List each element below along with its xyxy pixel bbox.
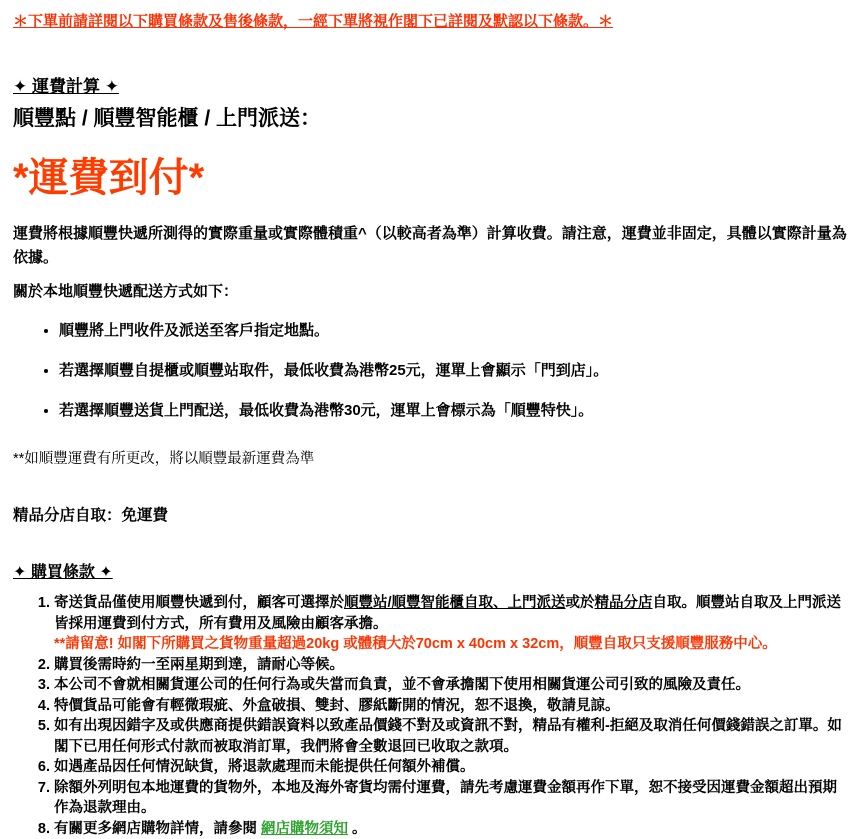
purchase-terms-list [13,593,847,839]
pre-order-notice: ＊下單前請詳閱以下購買條款及售後條款，一經下單將視作閣下已詳閱及默認以下條款。＊ [13,12,847,32]
terms-item1-underlined-options: 順豐站/順豐智能櫃自取、上門派送 [344,595,566,611]
terms-item1-underlined-store: 精品分店 [595,595,653,611]
delivery-bullet-door-pickup: • 順豐將上門收件及派送至客戶指定地點。 [59,319,847,342]
freight-collect-title: *運費到付* [13,154,847,202]
terms-item-freight-refund-policy: 7. 除額外列明包本地運費的貨物外，本地及海外寄貨均需付運費，請先考慮運費金額再作下單，恕不接受因運費金額超出預期作為退款理由。 [54,778,847,819]
shipping-calc-heading: ✦ 運費計算 ✦ [13,76,847,98]
terms-item-shipping-options [54,593,847,655]
terms-item1-pre: 寄送貨品僅使用順豐快遞到付，顧客可選擇於 [54,595,344,611]
shop-guide-link[interactable]: 網店購物須知 [261,821,348,837]
store-pickup-free-note: 精品分店自取：免運費 [13,505,847,526]
delivery-intro: 關於本地順豐快遞配送方式如下： [13,280,847,304]
terms-item8-post: 。 [348,821,367,837]
overweight-warning: **請留意! 如閣下所購買之貨物重量超過20kg 或體積大於70cm x 40cm x 32cm，順豐自取只支援順豐服務中心。 [54,634,847,655]
terms-item-pricing-errors: 5. 如有出現因錯字及或供應商提供錯誤資料以致產品價錢不對及或資訊不對，精品有權利-拒絕及取消任何價錢錯誤之訂單。如閣下已用任何形式付款而被取消訂單，我們將會全數退回已收取之款項。 [54,716,847,757]
delivery-bullet-home-fee: • 若選擇順豐送貨上門配送，最低收費為港幣30元，運單上會標示為「順豐特快」。 [59,399,847,422]
delivery-bullet-locker-fee: • 若選擇順豐自提櫃或順豐站取件，最低收費為港幣25元，運單上會顯示「門到店」。 [59,359,847,382]
terms-item-courier-liability: 3. 本公司不會就相關貨運公司的任何行為或失當而負責，並不會承擔閣下使用相關貨運公司引致的風險及責任。 [54,675,847,696]
delivery-bullet-list [13,319,847,422]
terms-item1-mid: 或於 [566,595,595,611]
terms-item-discount-goods-condition: 4. 特價貨品可能會有輕微瑕疵、外盒破損、雙封、膠紙斷開的情況，恕不退換，敬請見諒。 [54,696,847,717]
terms-item-more-info [54,819,847,839]
purchase-terms-heading: ✦ 購買條款 ✦ [13,562,847,584]
delivery-methods-subtitle: 順豐點 / 順豐智能櫃 / 上門派送： [13,105,847,133]
terms-item-out-of-stock: 6. 如遇產品因任何情況缺貨，將退款處理而未能提供任何額外補償。 [54,757,847,778]
freight-description: 運費將根據順豐快遞所測得的實際重量或實際體積重^（以較高者為準）計算收費。請注意，運費並非固定，具體以實際計量為依據。 [13,222,847,270]
sf-fee-change-note: **如順豐運費有所更改，將以順豐最新運費為準 [13,449,847,469]
terms-item1-post: 自取。順豐站自取及上門派送皆採用運費到付方式，所有費用及風險由顧客承擔。 [54,595,841,632]
terms-item8-pre: 有關更多網店購物詳情，請參閱 [54,821,261,837]
terms-item-delivery-time: 2. 購買後需時約一至兩星期到達，請耐心等候。 [54,655,847,676]
